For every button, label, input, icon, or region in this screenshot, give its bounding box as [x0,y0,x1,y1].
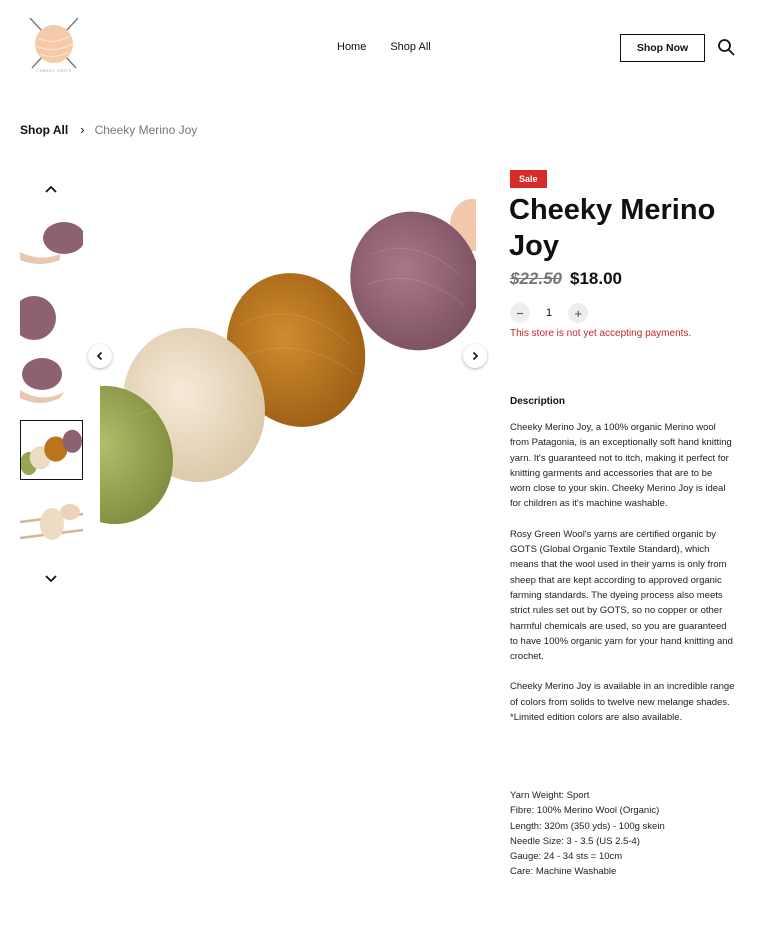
logo-text: CHEEKY KNITS [36,68,72,73]
spec-gauge: Gauge: 24 - 34 sts = 10cm [510,851,623,863]
search-icon[interactable] [717,38,735,56]
main-nav [337,41,431,53]
chevron-down-icon[interactable] [43,571,59,581]
description-paragraph: Cheeky Merino Joy, a 100% organic Merino wool from Patagonia, is an exceptionally soft hand knitting yarn. It's guaranteed not to itch, making it perfect for knitting garments and accessories that are to be worn close to your skin. Cheeky Merino Joy is ideal for children as it's machine washable. [510,422,732,510]
thumbnail-4-active[interactable] [20,420,83,480]
quantity-stepper [510,303,588,323]
thumbnail-1[interactable] [20,210,83,270]
breadcrumb-shop-all[interactable]: Shop All [20,122,69,137]
store-notice: This store is not yet accepting payments. [510,328,692,339]
description-paragraph: Rosy Green Wool's yarns are certified organic by GOTS (Global Organic Textile Standard), which means that the wool used in their yarns is only from sheep that are kept according to approved organic farming standards. The dyeing process also meets strict rules set out by GOTS, so no copper or other harmful chemicals are used, so you are guaranteed to have 100% organic yarn for your hand knitting and crochet. [510,528,733,663]
thumbnail-3[interactable] [20,352,83,412]
nav-shop-all[interactable]: Shop All [390,41,431,53]
nav-home[interactable]: Home [337,41,367,53]
thumbnail-2[interactable] [20,288,83,348]
sale-price: $18.00 [570,269,622,288]
breadcrumb-separator: › [80,122,85,137]
breadcrumb [20,122,197,137]
chevron-left-icon[interactable] [88,344,112,368]
thumbnail-5[interactable] [20,492,83,552]
shop-now-button[interactable]: Shop Now [620,34,705,62]
description-paragraph: Cheeky Merino Joy is available in an incredible range of colors from solids to twelve new melange shades. *Limited edition colors are also available. [510,681,735,724]
product-specs [510,788,665,880]
description-body [510,420,735,740]
spec-length: Length: 320m (350 yds) - 100g skein [510,820,665,832]
qty-increase-button[interactable]: + [568,303,588,323]
product-title: Cheeky Merino Joy [509,194,716,262]
description-heading: Description [510,396,566,407]
price-row [510,269,622,289]
sale-badge: Sale [510,170,547,188]
spec-needle-size: Needle Size: 3 - 3.5 (US 2.5-4) [510,835,640,847]
main-product-image [100,165,476,545]
spec-care: Care: Machine Washable [510,866,617,878]
qty-decrease-button[interactable]: − [510,303,530,323]
chevron-up-icon[interactable] [43,181,59,191]
original-price: $22.50 [510,269,562,288]
spec-fibre: Fibre: 100% Merino Wool (Organic) [510,805,660,817]
breadcrumb-current: Cheeky Merino Joy [94,122,198,137]
chevron-right-icon[interactable] [463,344,487,368]
spec-yarn-weight: Yarn Weight: Sport [510,790,590,801]
quantity-value[interactable]: 1 [546,307,553,319]
